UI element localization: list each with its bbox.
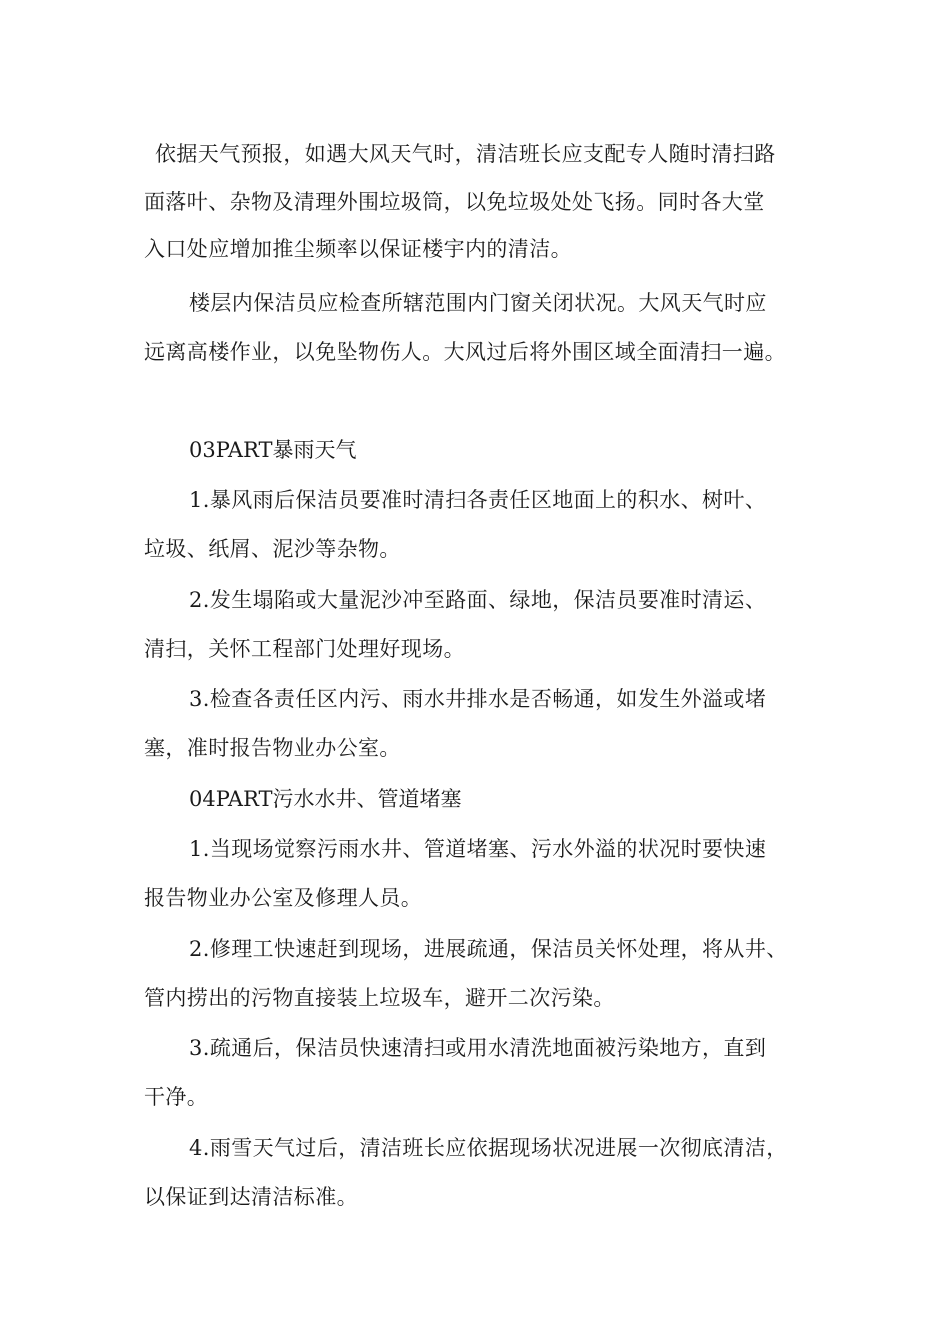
list-item-line: 以保证到达清洁标准。: [144, 1185, 358, 1209]
paragraph-line: 远离高楼作业，以免坠物伤人。大风过后将外围区域全面清扫一遍。: [144, 340, 786, 364]
list-item-line: 清扫，关怀工程部门处理好现场。: [144, 637, 465, 661]
list-item-line: 3.疏通后，保洁员快速清扫或用水清洗地面被污染地方，直到: [189, 1036, 767, 1060]
list-item-line: 2.修理工快速赶到现场，进展疏通，保洁员关怀处理，将从井、: [189, 937, 788, 961]
section-heading-04: 04PART污水水井、管道堵塞: [189, 787, 462, 811]
list-item-line: 垃圾、纸屑、泥沙等杂物。: [144, 537, 401, 561]
list-item-line: 报告物业办公室及修理人员。: [144, 886, 423, 910]
list-item-line: 塞，准时报告物业办公室。: [144, 736, 401, 760]
list-item-line: 2.发生塌陷或大量泥沙冲至路面、绿地，保洁员要准时清运、: [189, 588, 767, 612]
section-heading-03: 03PART暴雨天气: [189, 438, 357, 462]
paragraph-line: 面落叶、杂物及清理外围垃圾筒，以免垃圾处处飞扬。同时各大堂: [144, 190, 765, 214]
list-item-line: 干净。: [144, 1085, 209, 1109]
list-item-line: 3.检查各责任区内污、雨水井排水是否畅通，如发生外溢或堵: [189, 687, 767, 711]
paragraph-line: 楼层内保洁员应检查所辖范围内门窗关闭状况。大风天气时应: [189, 291, 767, 315]
list-item-line: 4.雨雪天气过后，清洁班长应依据现场状况进展一次彻底清洁，: [189, 1136, 788, 1160]
paragraph-line: 入口处应增加推尘频率以保证楼宇内的清洁。: [144, 237, 572, 261]
list-item-line: 1.暴风雨后保洁员要准时清扫各责任区地面上的积水、树叶、: [189, 488, 767, 512]
list-item-line: 管内捞出的污物直接装上垃圾车，避开二次污染。: [144, 986, 615, 1010]
list-item-line: 1.当现场觉察污雨水井、管道堵塞、污水外溢的状况时要快速: [189, 837, 767, 861]
paragraph-line: 依据天气预报，如遇大风天气时，清洁班长应支配专人随时清扫路: [155, 142, 776, 166]
